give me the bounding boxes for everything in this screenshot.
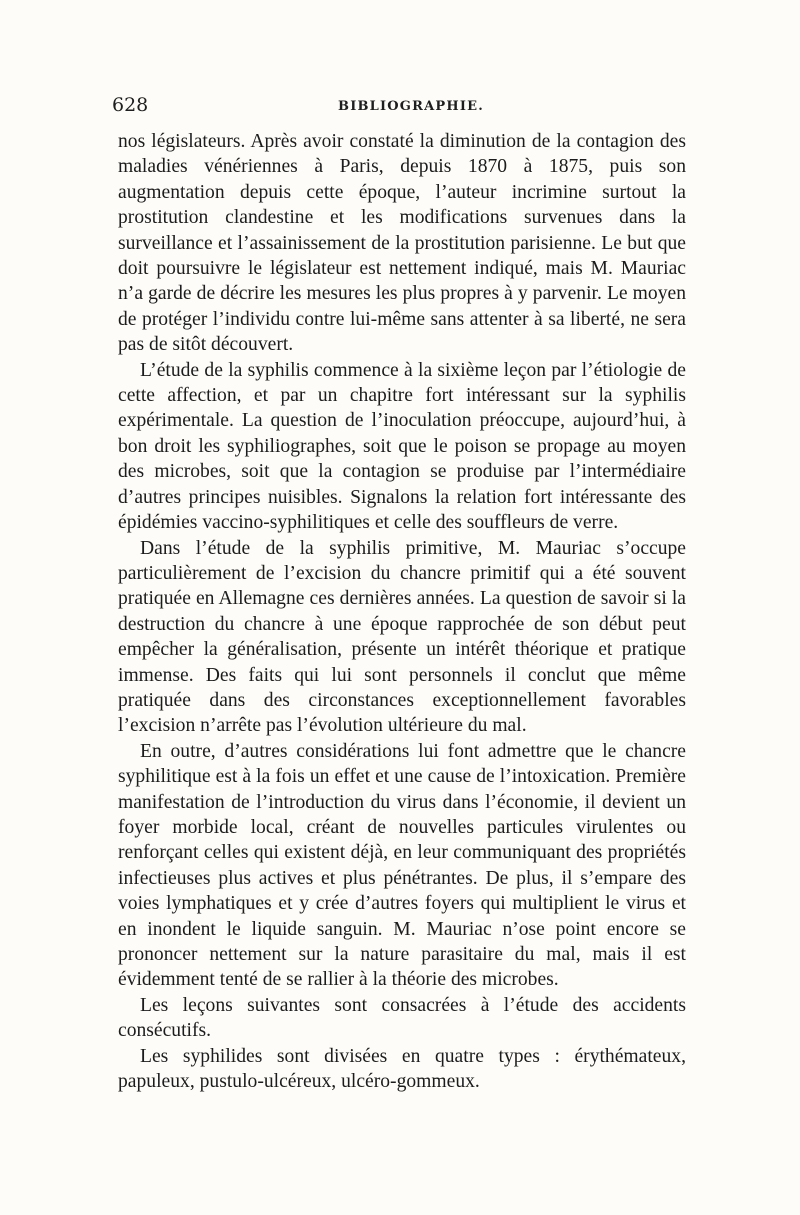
paragraph-syphilides: Les syphilides sont divisées en quatre types : érythémateux, papuleux, pustulo-ulcéreux, ulcéro-gommeux. xyxy=(118,1045,686,1093)
running-head xyxy=(112,94,702,124)
paragraph-chancre: En outre, d’autres considérations lui font admettre que le chancre syphilitique est à la fois un effet et une cause de l’intoxication. Première manifestation de l’introduction du virus dans l’économie, il devient un foyer morbide local, créant de nouvelles particules virulentes ou renforçant celles qui existent déjà, en leur communiquant des propriétés infectieuses plus actives et plus pénétrantes. De plus, il s’empare des voies lymphatiques et y crée d’autres foyers qui multiplient le virus et en inondent le liquide sanguin. M. Mauriac n’ose point encore se prononcer nettement sur la nature parasitaire du mal, mais il est évidemment tenté de se rallier à la théorie des microbes. xyxy=(118,740,686,991)
body-text xyxy=(118,129,686,1094)
paragraph-primary-syphilis: Dans l’étude de la syphilis primitive, M. Mauriac s’occupe particulièrement de l’excision du chancre primitif qui a été souvent pratiquée en Allemagne ces dernières années. La question de savoir si la destruction du chancre à une époque rapprochée de son début peut empêcher la généralisation, présente un intérêt théorique et pratique immense. Des faits qui lui sont personnels il conclut que même pratiquée dans des circonstances exceptionnellement favorables l’excision n’arrête pas l’évolution ultérieure du mal. xyxy=(118,537,686,737)
paragraph-consecutive-accidents: Les leçons suivantes sont consacrées à l’étude des accidents consécutifs. xyxy=(118,994,686,1042)
paragraph-continuation: nos législateurs. Après avoir constaté la diminution de la contagion des maladies vénériennes à Paris, depuis 1870 à 1875, puis son augmentation depuis cette époque, l’auteur incrimine surtout la prostitution clandestine et les modifications survenues dans la surveillance et l’assainissement de la prostitution parisienne. Le but que doit poursuivre le législateur est nettement indiqué, mais M. Mauriac n’a garde de décrire les mesures les plus propres à y parvenir. Le moyen de protéger l’individu contre lui-même sans attenter à sa liberté, ne sera pas de sitôt découvert. xyxy=(118,131,686,356)
page-number: 628 xyxy=(112,94,149,116)
paragraph-etiology: L’étude de la syphilis commence à la sixième leçon par l’étiologie de cette affection, et par un chapitre fort intéressant sur la syphilis expérimentale. La question de l’inoculation préoccupe, aujourd’hui, à bon droit les syphiliographes, soit que le poison se propage au moyen des microbes, soit que la contagion se produise par l’intermédiaire d’autres principes nuisibles. Signalons la relation fort intéressante des épidémies vaccino-syphilitiques et celle des souffleurs de verre. xyxy=(118,359,686,534)
running-title: BIBLIOGRAPHIE. xyxy=(338,99,484,114)
